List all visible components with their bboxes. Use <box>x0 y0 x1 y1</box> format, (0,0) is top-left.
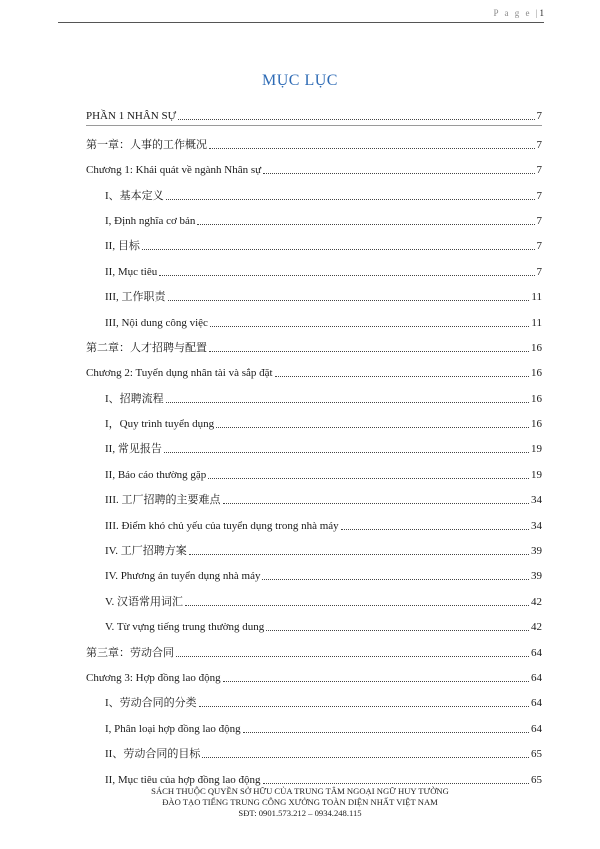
dot-leader <box>202 756 529 758</box>
toc-entry[interactable] <box>86 533 542 558</box>
page-number: 1 <box>539 8 544 18</box>
toc-entry-label: 第二章：人才招聘与配置 <box>86 341 207 354</box>
dot-leader <box>178 118 534 120</box>
toc-entry-label: IV. Phương án tuyển dụng nhà máy <box>105 570 261 583</box>
toc-entry[interactable] <box>86 736 542 761</box>
toc-entry-page: 7 <box>536 240 542 253</box>
dot-leader <box>185 604 529 606</box>
toc-entry-page: 19 <box>531 443 542 456</box>
toc-entry[interactable] <box>86 355 542 380</box>
toc-entry-label: V. 汉语常用词汇 <box>105 595 184 608</box>
toc-entry-label: III, Nội dung công việc <box>105 316 208 329</box>
toc-entry-page: 64 <box>531 646 542 659</box>
toc-entry-label: II、劳动合同的目标 <box>105 748 201 761</box>
toc-entry-label: III. Điểm khó chủ yếu của tuyển dụng trong nhà máy <box>105 519 339 532</box>
toc-entry-page: 7 <box>536 110 542 123</box>
toc-entry[interactable] <box>86 456 542 481</box>
toc-entry-page: 16 <box>531 367 542 380</box>
dot-leader <box>166 401 529 403</box>
dot-leader <box>341 528 529 530</box>
toc-entry-label: PHẦN 1 NHÂN SỰ <box>86 110 177 123</box>
toc-entry-label: I、基本定义 <box>105 189 164 202</box>
page-footer <box>0 786 600 819</box>
toc-entry-page: 64 <box>531 671 542 684</box>
dot-leader <box>243 731 529 733</box>
footer-line-1: SÁCH THUỘC QUYỀN SỞ HỮU CỦA TRUNG TÂM NGOẠI NGỮ HUY TƯỜNG <box>151 786 449 796</box>
dot-leader <box>189 553 529 555</box>
toc-entry-label: I, Định nghĩa cơ bản <box>105 214 196 227</box>
table-of-contents <box>86 98 542 787</box>
toc-entry-label: III. 工厂招聘的主要难点 <box>105 494 221 507</box>
toc-entry-page: 11 <box>531 291 542 304</box>
toc-entry[interactable] <box>86 507 542 532</box>
toc-entry-label: III, 工作职责 <box>105 291 166 304</box>
toc-entry-label: I, Phân loại hợp đồng lao động <box>105 722 241 735</box>
toc-entry-page: 16 <box>531 418 542 431</box>
toc-entry-label: 第三章：劳动合同 <box>86 646 174 659</box>
toc-entry[interactable] <box>86 660 542 685</box>
toc-entry-label: IV. 工厂招聘方案 <box>105 545 187 558</box>
toc-entry[interactable] <box>86 710 542 735</box>
toc-entry-page: 64 <box>531 722 542 735</box>
dot-leader <box>166 198 535 200</box>
page-label: P a g e | <box>493 8 540 18</box>
toc-entry[interactable] <box>86 98 542 126</box>
toc-entry-page: 64 <box>531 697 542 710</box>
dot-leader <box>199 705 529 707</box>
toc-entry-label: I、劳动合同的分类 <box>105 697 197 710</box>
toc-entry[interactable] <box>86 634 542 659</box>
toc-entry[interactable] <box>86 609 542 634</box>
dot-leader <box>159 274 534 276</box>
toc-entry[interactable] <box>86 406 542 431</box>
dot-leader <box>210 325 529 327</box>
toc-entry-label: V. Từ vựng tiếng trung thường dung <box>105 621 265 634</box>
toc-entry-page: 39 <box>531 570 542 583</box>
toc-entry-page: 19 <box>531 468 542 481</box>
toc-entry-page: 7 <box>536 265 542 278</box>
toc-entry-label: II, Mục tiêu của hợp đồng lao động <box>105 773 261 786</box>
toc-entry-page: 16 <box>531 341 542 354</box>
toc-entry-page: 34 <box>531 519 542 532</box>
toc-entry-label: II, 常见报告 <box>105 443 162 456</box>
toc-entry[interactable] <box>86 304 542 329</box>
footer-line-3: SĐT: 0901.573.212 – 0934.248.115 <box>238 808 362 818</box>
toc-entry-page: 7 <box>536 214 542 227</box>
dot-leader <box>209 350 529 352</box>
toc-entry-page: 39 <box>531 545 542 558</box>
toc-entry-label: II, 目标 <box>105 240 140 253</box>
toc-entry[interactable] <box>86 761 542 786</box>
toc-entry-label: I，Quy trình tuyển dụng <box>105 418 215 431</box>
dot-leader <box>168 299 530 301</box>
toc-entry-page: 42 <box>531 595 542 608</box>
dot-leader <box>275 375 529 377</box>
toc-entry-label: Chương 3: Hợp đồng lao động <box>86 671 221 684</box>
dot-leader <box>262 578 529 580</box>
toc-entry-page: 34 <box>531 494 542 507</box>
toc-entry-page: 42 <box>531 621 542 634</box>
header-divider <box>58 22 544 23</box>
toc-entry-page: 7 <box>536 164 542 177</box>
dot-leader <box>209 147 535 149</box>
toc-entry[interactable] <box>86 228 542 253</box>
dot-leader <box>223 502 530 504</box>
dot-leader <box>263 782 529 784</box>
dot-leader <box>164 451 529 453</box>
toc-entry[interactable] <box>86 330 542 355</box>
dot-leader <box>197 223 534 225</box>
toc-entry-page: 7 <box>536 189 542 202</box>
dot-leader <box>208 477 529 479</box>
toc-entry[interactable] <box>86 203 542 228</box>
footer-line-2: ĐÀO TẠO TIẾNG TRUNG CÔNG XƯỞNG TOÀN DIỆN NHẤT VIỆT NAM <box>162 797 438 807</box>
dot-leader <box>223 680 529 682</box>
toc-entry[interactable] <box>86 253 542 278</box>
toc-entry[interactable] <box>86 177 542 202</box>
dot-leader <box>266 629 529 631</box>
page-header <box>58 8 544 22</box>
toc-entry-label: I、招聘流程 <box>105 392 164 405</box>
toc-entry-label: II, Báo cáo thường gặp <box>105 468 207 481</box>
toc-entry[interactable] <box>86 558 542 583</box>
toc-entry-page: 11 <box>531 316 542 329</box>
toc-entry[interactable] <box>86 279 542 304</box>
toc-entry[interactable] <box>86 583 542 608</box>
toc-entry[interactable] <box>86 685 542 710</box>
toc-entry[interactable] <box>86 431 542 456</box>
dot-leader <box>263 172 534 174</box>
dot-leader <box>142 248 535 250</box>
toc-entry-page: 65 <box>531 773 542 786</box>
toc-entry-page: 16 <box>531 392 542 405</box>
toc-entry[interactable] <box>86 380 542 405</box>
toc-entry-label: II, Mục tiêu <box>105 265 158 278</box>
toc-entry[interactable] <box>86 126 542 151</box>
toc-entry-label: Chương 1: Khái quát về ngành Nhân sự <box>86 164 262 177</box>
toc-entry-label: Chương 2: Tuyển dụng nhân tài và sắp đặt <box>86 367 273 380</box>
toc-entry-page: 7 <box>536 138 542 151</box>
toc-entry-page: 65 <box>531 748 542 761</box>
toc-title: MỤC LỤC <box>262 72 338 89</box>
toc-entry[interactable] <box>86 482 542 507</box>
dot-leader <box>176 655 529 657</box>
dot-leader <box>216 426 529 428</box>
toc-entry[interactable] <box>86 152 542 177</box>
toc-entry-label: 第一章：人事的工作概况 <box>86 138 207 151</box>
